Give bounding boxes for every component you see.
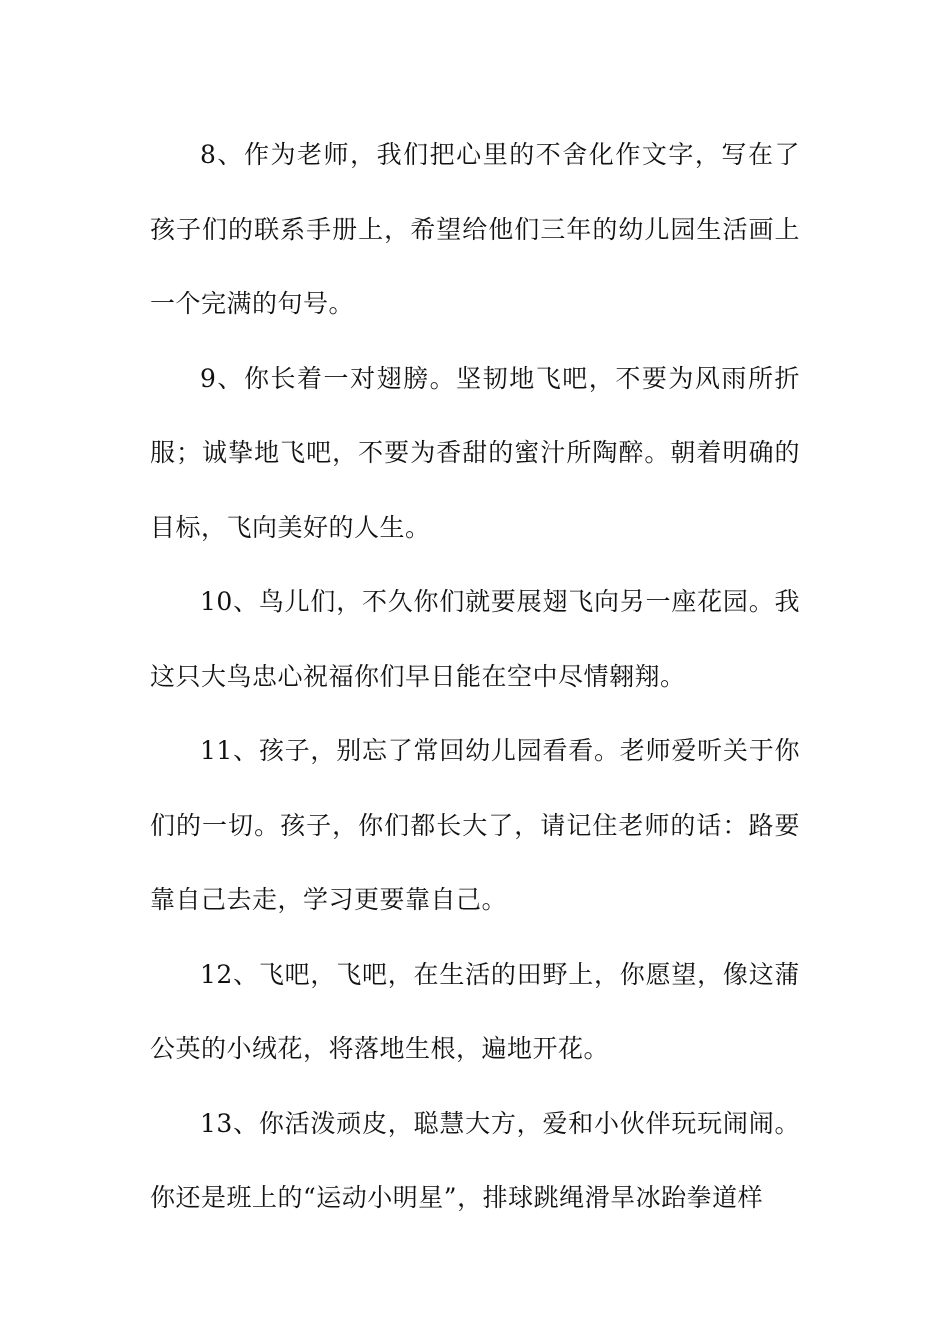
paragraph-13: 13、你活泼顽皮，聪慧大方，爱和小伙伴玩玩闹闹。你还是班上的“运动小明星”，排球跳绳滑旱冰跆拳道样 — [150, 1108, 800, 1212]
document-body — [150, 118, 800, 1236]
paragraph-8: 8、作为老师，我们把心里的不舍化作文字，写在了孩子们的联系手册上，希望给他们三年的幼儿园生活画上一个完满的句号。 — [150, 140, 800, 318]
paragraph-12: 12、飞吧，飞吧，在生活的田野上，你愿望，像这蒲公英的小绒花，将落地生根，遍地开花。 — [150, 959, 800, 1063]
paragraph-9: 9、你长着一对翅膀。坚韧地飞吧，不要为风雨所折服；诚挚地飞吧，不要为香甜的蜜汁所陶醉。朝着明确的目标，飞向美好的人生。 — [150, 363, 800, 542]
paragraph-11: 11、孩子，别忘了常回幼儿园看看。老师爱听关于你们的一切。孩子，你们都长大了，请记住老师的话：路要靠自己去走，学习更要靠自己。 — [150, 736, 800, 914]
paragraph-10: 10、鸟儿们，不久你们就要展翅飞向另一座花园。我这只大鸟忠心祝福你们早日能在空中尽情翱翔。 — [150, 587, 800, 691]
